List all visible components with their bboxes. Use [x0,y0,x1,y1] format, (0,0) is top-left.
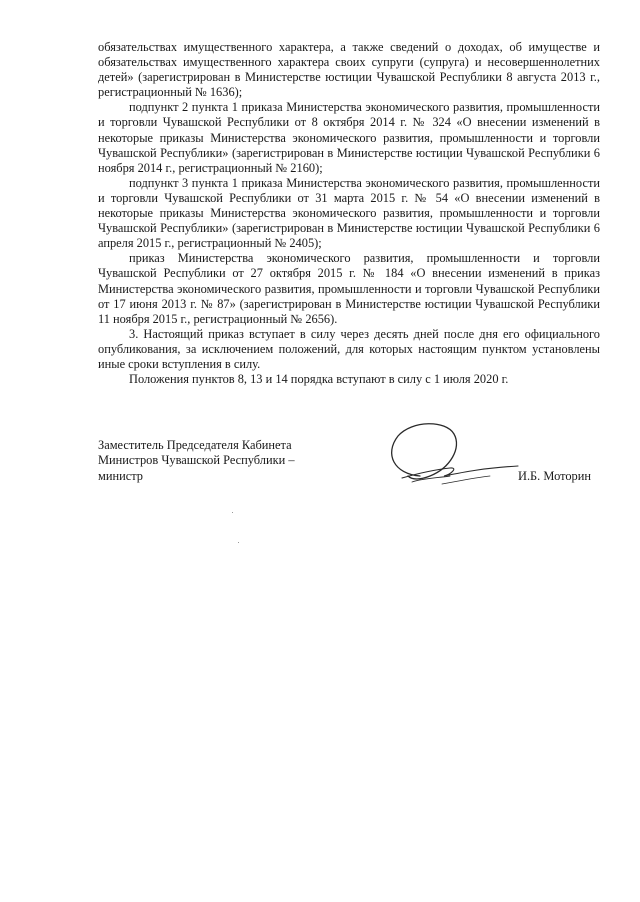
scan-speck [238,542,239,543]
document-body [98,40,600,387]
signer-name: И.Б. Моторин [518,468,592,483]
handwritten-signature [372,418,522,498]
paragraph-3: подпункт 3 пункта 1 приказа Министерства экономического развития, промышленности и торговли Чувашской Республики от 31 марта 2015 г. № 54 «О внесении изменений в некоторые приказы Министерства экономического развития, промышленности и торговли Чувашской Республики» (зарегистрирован в Министерстве юстиции Чувашской Республики 6 апреля 2015 г., регистрационный № 2405); [98,175,600,251]
paragraph-5: 3. Настоящий приказ вступает в силу через десять дней после дня его официального опубликования, за исключением положений, для которых настоящим пунктом установлены иные сроки вступления в силу. [98,326,600,371]
signature-block [98,438,600,484]
paragraph-2: подпункт 2 пункта 1 приказа Министерства экономического развития, промышленности и торговли Чувашской Республики от 8 октября 2014 г. № 324 «О внесении изменений в некоторые приказы Министерства экономического развития, промышленности и торговли Чувашской Республики» (зарегистрирован в Министерстве юстиции Чувашской Республики 6 ноября 2014 г., регистрационный № 2160); [98,100,600,175]
paragraph-6: Положения пунктов 8, 13 и 14 порядка вступают в силу с 1 июля 2020 г. [129,372,509,387]
scan-speck [232,512,233,513]
paragraph-4: приказ Министерства экономического развития, промышленности и торговли Чувашской Республики от 27 октября 2015 г. № 184 «О внесении изменений в приказ Министерства экономического развития, промышленности и торговли Чувашской Республики от 17 июня 2013 г. № 87» (зарегистрирован в Министерстве юстиции Чувашской Республики 11 ноября 2015 г., регистрационный № 2656). [98,251,600,326]
signer-title: Заместитель Председателя Кабинета Министров Чувашской Республики – министр [98,438,295,483]
paragraph-1: обязательствах имущественного характера, а также сведений о доходах, об имуществе и обязательствах имущественного характера своих супруги (супруга) и несовершеннолетних детей» (зарегистрирован в Министерстве юстиции Чувашской Республики 8 августа 2013 г., регистрационный № 1636); [98,40,600,100]
